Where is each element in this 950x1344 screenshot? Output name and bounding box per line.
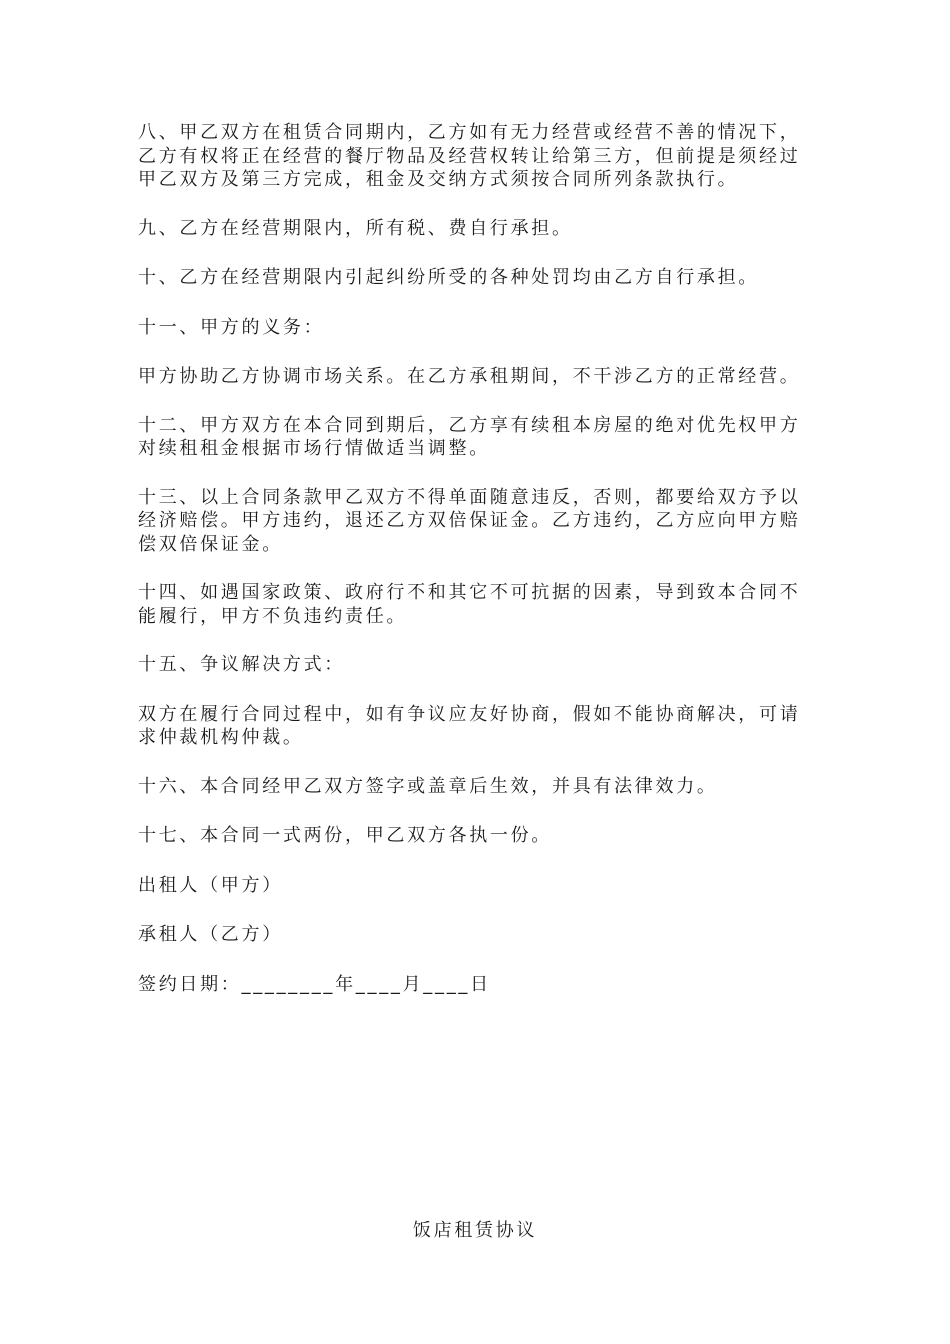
signing-date-line: 签约日期：________年____月____日 [138,973,491,995]
clause-14: 十四、如遇国家政策、政府行不和其它不可抗据的因素，导到致本合同不能履行，甲方不负违约责任。 [138,582,801,627]
clause-13: 十三、以上合同条款甲乙双方不得单面随意违反，否则，都要给双方予以经济赔偿。甲方违约，退还乙方双倍保证金。乙方违约，乙方应向甲方赔偿双倍保证金。 [138,486,801,555]
clause-12: 十二、甲方双方在本合同到期后，乙方享有续租本房屋的绝对优先权甲方对续租租金根据市场行情做适当调整。 [138,414,801,459]
clause-10: 十、乙方在经营期限内引起纠纷所受的各种处罚均由乙方自行承担。 [138,267,759,288]
clause-15-heading: 十五、争议解决方式： [138,654,345,675]
clause-16: 十六、本合同经甲乙双方签字或盖章后生效，并具有法律效力。 [138,775,718,797]
clause-17: 十七、本合同一式两份，甲乙双方各执一份。 [138,825,552,846]
lessor-signature-line: 出租人（甲方） [138,874,283,896]
document-body [138,121,814,1022]
clause-15-body: 双方在履行合同过程中，如有争议应友好协商，假如不能协商解决，可请求仲裁机构仲裁。 [138,703,801,748]
clause-11-heading: 十一、甲方的义务： [138,316,325,338]
clause-8: 八、甲乙双方在租赁合同期内，乙方如有无力经营或经营不善的情况下，乙方有权将正在经营的餐厅物品及经营权转让给第三方，但前提是须经过甲乙双方及第三方完成，租金及交纳方式须按合同所列条款执行。 [138,122,801,190]
lessee-signature-line: 承租人（乙方） [138,924,283,945]
clause-11-body: 甲方协助乙方协调市场关系。在乙方承租期间，不干涉乙方的正常经营。 [138,366,801,387]
clause-9: 九、乙方在经营期限内，所有税、费自行承担。 [138,217,573,239]
footer-title: 饭店租赁协议 [412,1220,538,1241]
